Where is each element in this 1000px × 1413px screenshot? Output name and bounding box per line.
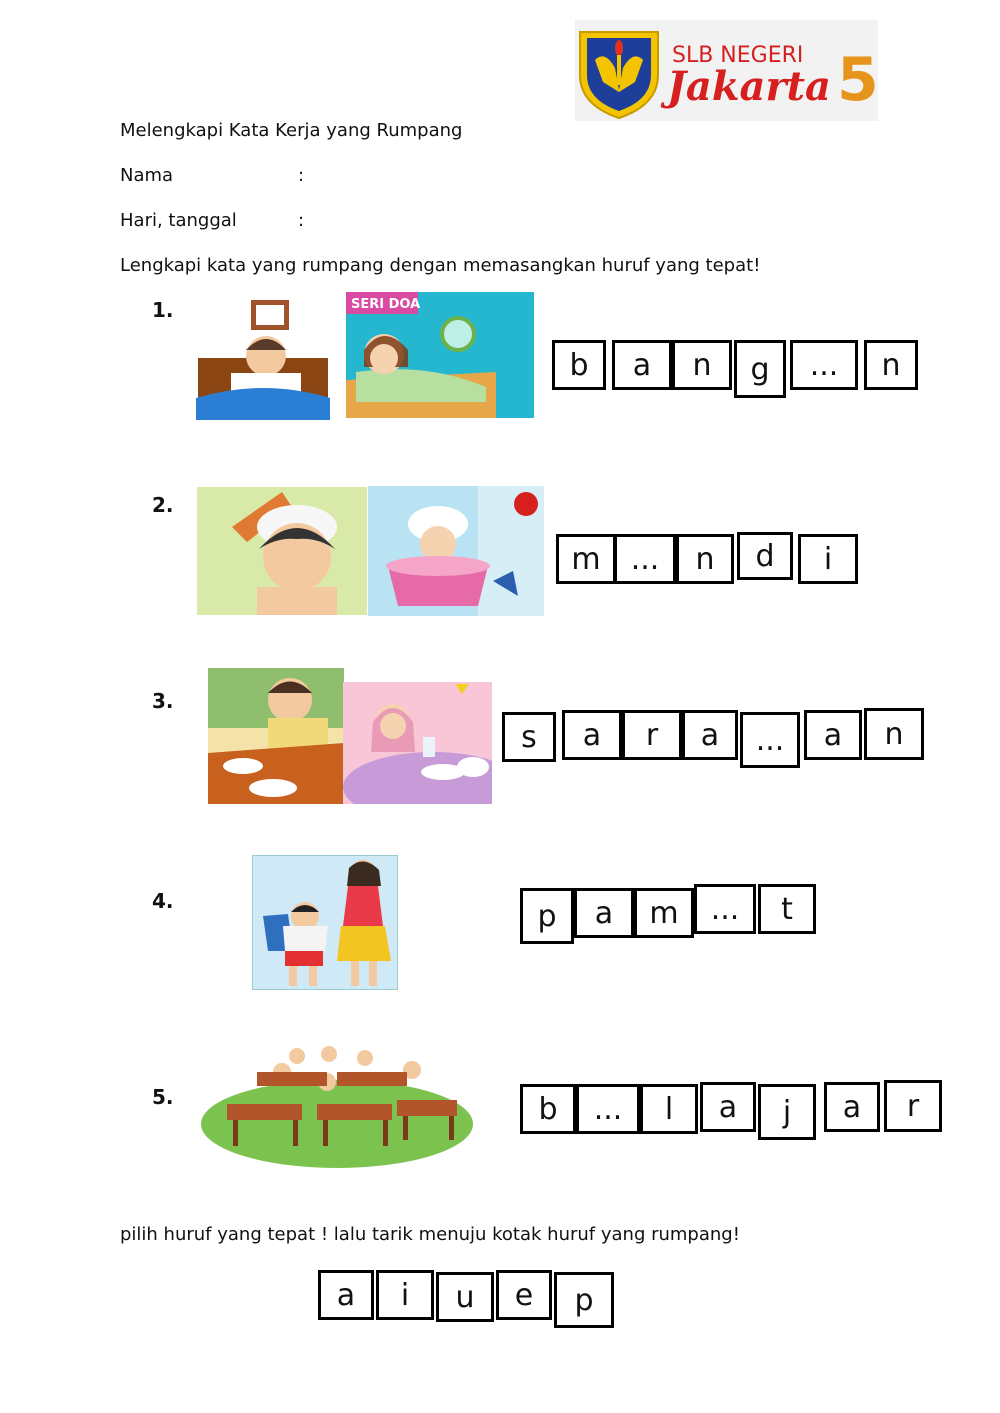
- hari-tanggal-colon: :: [298, 210, 305, 231]
- letter-bank-instruction: pilih huruf yang tepat ! lalu tarik menuju kotak huruf yang rumpang!: [120, 1224, 740, 1245]
- boy-bathing-image: [197, 487, 367, 615]
- school-logo: [575, 20, 878, 121]
- question-number-2: 2.: [152, 493, 174, 517]
- question-number-4: 4.: [152, 889, 174, 913]
- blank-letter-box[interactable]: ...: [694, 884, 756, 934]
- draggable-letter-tile[interactable]: a: [318, 1270, 374, 1320]
- letter-box[interactable]: s: [502, 712, 556, 762]
- hari-tanggal-label: Hari, tanggal: [120, 210, 237, 231]
- seri-doa-label: SERI DOA: [351, 297, 421, 312]
- letter-box[interactable]: a: [562, 710, 622, 760]
- letter-box[interactable]: a: [574, 888, 634, 938]
- blank-letter-box[interactable]: ...: [740, 712, 800, 768]
- draggable-letter-tile[interactable]: e: [496, 1270, 552, 1320]
- letter-box[interactable]: d: [737, 532, 793, 580]
- draggable-letter-tile[interactable]: p: [554, 1272, 614, 1328]
- letter-box[interactable]: a: [612, 340, 672, 390]
- letter-box[interactable]: a: [700, 1082, 756, 1132]
- letter-box[interactable]: p: [520, 888, 574, 944]
- draggable-letter-tile[interactable]: u: [436, 1272, 494, 1322]
- question-number-3: 3.: [152, 689, 174, 713]
- letter-box[interactable]: g: [734, 340, 786, 398]
- letter-box[interactable]: j: [758, 1084, 816, 1140]
- letter-box[interactable]: m: [634, 888, 694, 938]
- blank-letter-box[interactable]: ...: [614, 534, 676, 584]
- letter-box[interactable]: l: [640, 1084, 698, 1134]
- question-number-1: 1.: [152, 298, 174, 322]
- letter-box[interactable]: b: [552, 340, 606, 390]
- letter-box[interactable]: n: [676, 534, 734, 584]
- child-greeting-mother-image: [252, 855, 398, 990]
- children-studying-image: [197, 1042, 477, 1174]
- letter-box[interactable]: n: [864, 340, 918, 390]
- boy-eating-image: [208, 668, 344, 804]
- letter-box[interactable]: a: [682, 710, 738, 760]
- letter-box[interactable]: t: [758, 884, 816, 934]
- letter-box[interactable]: m: [556, 534, 616, 584]
- logo-text-main: Jakarta: [667, 63, 831, 110]
- nama-label: Nama: [120, 165, 174, 186]
- nama-colon: :: [298, 165, 305, 186]
- boy-waking-up-image: [196, 298, 330, 420]
- letter-box[interactable]: i: [798, 534, 858, 584]
- question-number-5: 5.: [152, 1085, 174, 1109]
- letter-box[interactable]: a: [804, 710, 862, 760]
- logo-text-top: SLB NEGERI: [672, 43, 804, 68]
- letter-box[interactable]: r: [622, 710, 682, 760]
- letter-box[interactable]: n: [864, 708, 924, 760]
- girl-bathing-image: [368, 486, 544, 616]
- worksheet-title: Melengkapi Kata Kerja yang Rumpang: [120, 120, 463, 141]
- letter-box[interactable]: b: [520, 1084, 576, 1134]
- girl-eating-image: [343, 682, 492, 804]
- instruction-text: Lengkapi kata yang rumpang dengan memasangkan huruf yang tepat!: [120, 255, 761, 276]
- school-seal-icon: [575, 20, 878, 121]
- blank-letter-box[interactable]: ...: [576, 1084, 640, 1134]
- girl-waking-up-image: [346, 292, 534, 418]
- draggable-letter-tile[interactable]: i: [376, 1270, 434, 1320]
- blank-letter-box[interactable]: ...: [790, 340, 858, 390]
- logo-number: 5: [837, 45, 878, 115]
- letter-box[interactable]: n: [672, 340, 732, 390]
- letter-box[interactable]: a: [824, 1082, 880, 1132]
- letter-box[interactable]: r: [884, 1080, 942, 1132]
